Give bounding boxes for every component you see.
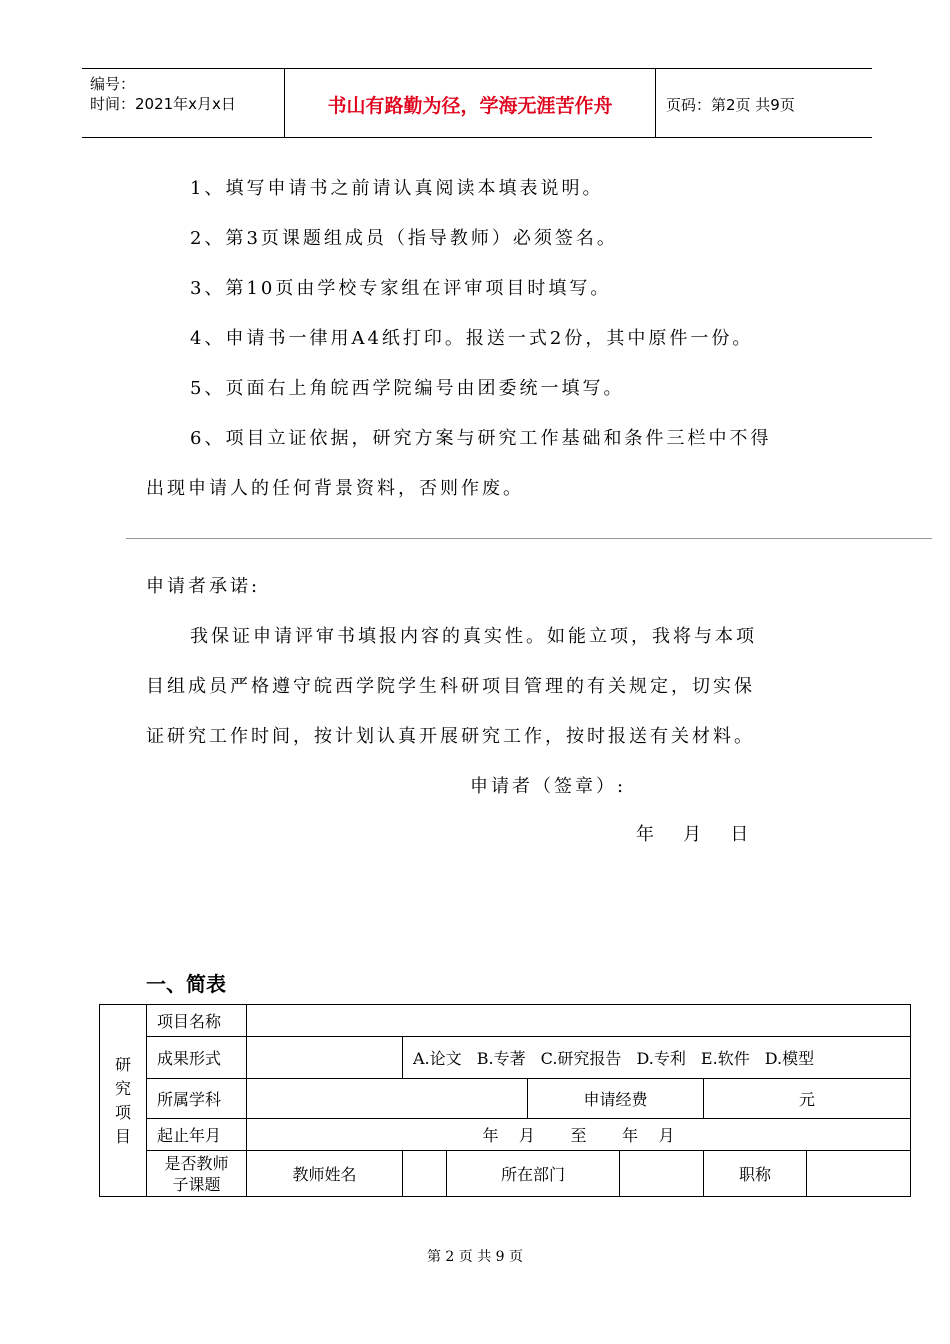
period-label: 起止年月 (147, 1119, 247, 1151)
output-form-field[interactable] (247, 1037, 403, 1079)
funding-unit[interactable]: 元 (704, 1079, 911, 1119)
instruction-6: 6、项目立证依据，研究方案与研究工作基础和条件三栏中不得 (190, 428, 772, 449)
research-project-label: 研究项目 (100, 1005, 147, 1197)
period-field[interactable]: 年 月 至 年 月 (247, 1119, 911, 1151)
instruction-6-cont: 出现申请人的任何背景资料，否则作废。 (146, 478, 524, 499)
project-name-field[interactable] (247, 1005, 911, 1037)
pledge-date: 年 月 日 (636, 824, 752, 845)
subject-label: 所属学科 (147, 1079, 247, 1119)
pledge-line-3: 证研究工作时间，按计划认真开展研究工作，按时报送有关材料。 (146, 726, 755, 747)
teacher-subproject-label: 是否教师子课题 (147, 1151, 247, 1197)
instruction-5: 5、页面右上角皖西学院编号由团委统一填写。 (190, 378, 625, 399)
pledge-line-2: 目组成员严格遵守皖西学院学生科研项目管理的有关规定，切实保 (146, 676, 755, 697)
title-field[interactable] (807, 1151, 911, 1197)
page-header (82, 68, 872, 138)
instruction-4: 4、申请书一律用A4纸打印。报送一式2份，其中原件一份。 (190, 328, 754, 349)
teacher-name-field[interactable] (403, 1151, 447, 1197)
header-motto: 书山有路勤为径，学海无涯苦作舟 (327, 95, 613, 117)
department-label: 所在部门 (447, 1151, 620, 1197)
page-footer: 第 2 页 共 9 页 (426, 1249, 524, 1265)
teacher-name-label: 教师姓名 (247, 1151, 403, 1197)
header-page-cell (656, 69, 872, 137)
summary-table (99, 1004, 911, 1197)
header-motto-cell (285, 69, 656, 137)
number-label: 编号： (90, 75, 136, 93)
department-field[interactable] (620, 1151, 704, 1197)
instruction-3: 3、第10页由学校专家组在评审项目时填写。 (190, 278, 612, 299)
output-form-options: A.论文 B.专著 C.研究报告 D.专利 E.软件 D.模型 (403, 1037, 911, 1079)
section-title: 一、简表 (146, 972, 226, 996)
pledge-line-1: 我保证申请评审书填报内容的真实性。如能立项，我将与本项 (190, 626, 757, 647)
instruction-1: 1、填写申请书之前请认真阅读本填表说明。 (190, 178, 604, 199)
header-meta (82, 69, 285, 137)
pledge-signature: 申请者（签章）: (470, 776, 627, 797)
project-name-label: 项目名称 (147, 1005, 247, 1037)
funding-label: 申请经费 (528, 1079, 704, 1119)
instruction-2: 2、第3页课题组成员（指导教师）必须签名。 (190, 228, 618, 249)
pledge-title: 申请者承诺: (146, 576, 261, 597)
header-page-info: 页码：第2页 共9页 (666, 96, 795, 114)
output-form-label: 成果形式 (147, 1037, 247, 1079)
subject-field[interactable] (247, 1079, 528, 1119)
section-divider (126, 538, 932, 539)
time-label: 时间：2021年x月x日 (90, 95, 236, 113)
title-label: 职称 (704, 1151, 807, 1197)
